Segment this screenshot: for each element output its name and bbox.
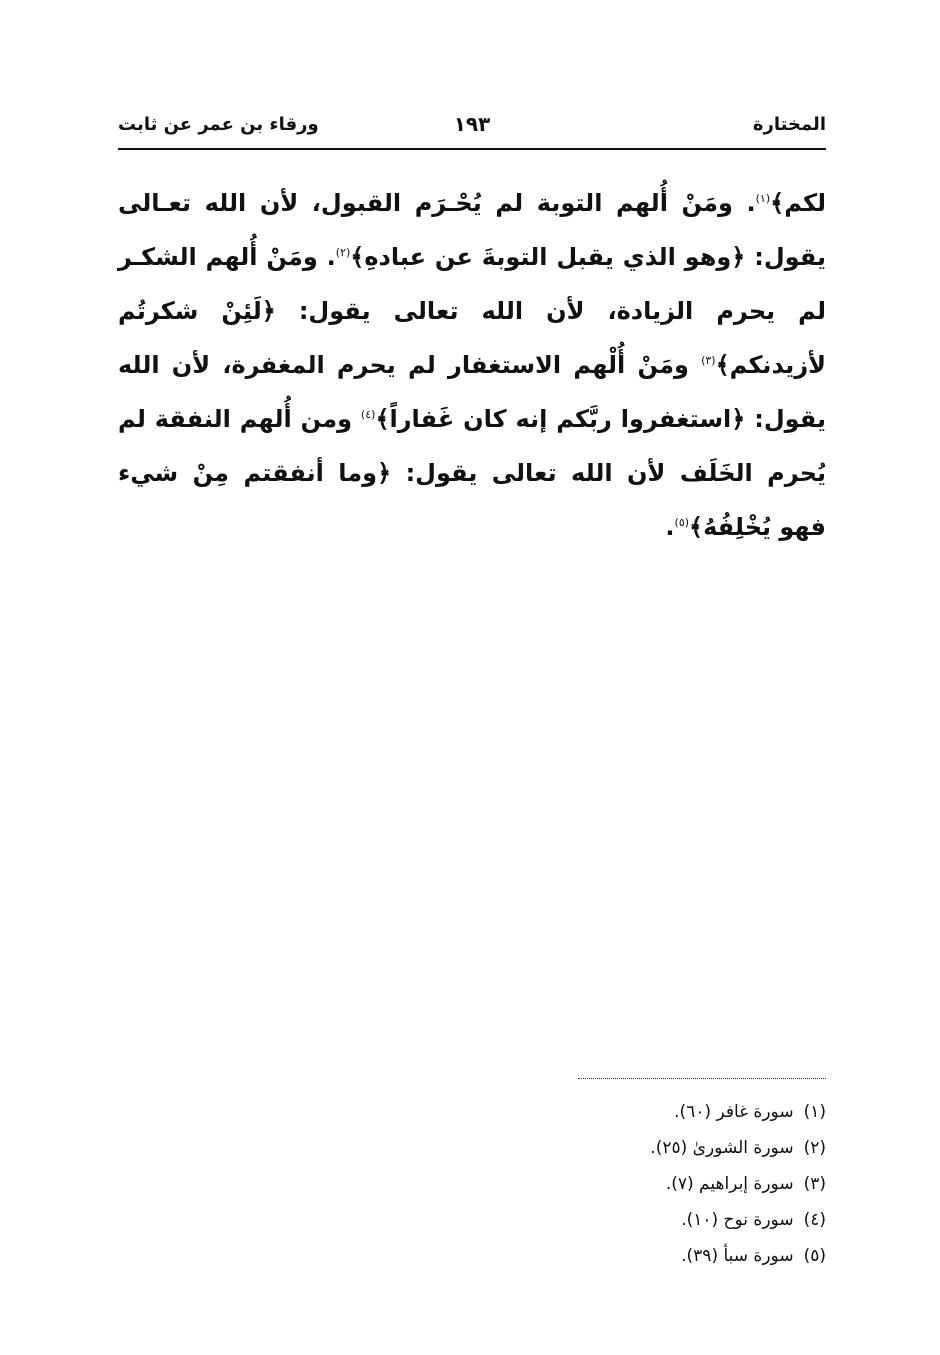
footnote-ref-4[interactable]: (٤) <box>360 408 376 421</box>
footnote-item <box>560 1166 826 1202</box>
footnote-ref-1[interactable]: (١) <box>755 192 771 205</box>
quran-quote: وما <box>338 459 378 487</box>
footnote-ref-3[interactable]: (٣) <box>701 354 716 367</box>
quran-ornament-close: ﴾ <box>770 189 785 217</box>
quran-quote: أنفقتم مِنْ شيء فهو يُخْلِفُهُ <box>118 459 826 541</box>
footnote-item <box>560 1130 826 1166</box>
text-segment: ومن أُلهم النفقة لم يُحرم الخَلَف لأن الله تعالى يقول: <box>118 405 826 487</box>
quran-ornament-open: ﴿ <box>731 405 746 433</box>
footnote-number: (١) <box>803 1102 826 1122</box>
footnote-number: (٣) <box>803 1174 826 1194</box>
footnote-item <box>560 1202 826 1238</box>
footnote-text: سورة الشورىٰ (٢٥). <box>650 1138 794 1158</box>
footnote-text: سورة نوح (١٠). <box>681 1210 794 1230</box>
footnote-number: (٤) <box>803 1210 826 1230</box>
footnote-text: سورة إبراهيم (٧). <box>665 1174 794 1194</box>
footnotes-list <box>560 1094 826 1274</box>
footnote-number: (٢) <box>803 1138 826 1158</box>
footnote-ref-5[interactable]: (٥) <box>674 516 690 529</box>
text-segment: لكم <box>784 189 826 217</box>
text-segment: . ومَنْ أُلهم التوبة لم يُحْـرَم القبول، لأن الله تعـالى يقول: <box>118 189 827 271</box>
quran-quote: لَئِنْ شكرتُم لأزيدنكم <box>118 297 827 379</box>
text-segment: . <box>665 513 675 541</box>
footnote-number: (٥) <box>803 1246 826 1266</box>
quran-ornament-close: ﴾ <box>715 351 730 379</box>
quran-ornament-open: ﴿ <box>377 459 392 487</box>
footnote-item <box>560 1238 826 1274</box>
page-header <box>118 108 826 152</box>
quran-ornament-close: ﴾ <box>375 405 390 433</box>
text-segment: ومَنْ أُلْهم <box>573 351 702 379</box>
text-segment: الاستغفار لم يحرم المغفرة، لأن الله يقول: <box>118 351 827 433</box>
text-segment: . ومَنْ أُلهم الشكـر لم يحرم <box>118 243 826 325</box>
page-number: ١٩٣ <box>453 112 491 136</box>
quran-ornament-open: ﴿ <box>731 243 746 271</box>
footnote-text: سورة سبأ (٣٩). <box>681 1246 794 1266</box>
section-title: ورقاء بن عمر عن ثابت <box>118 114 319 135</box>
quran-ornament-open: ﴿ <box>261 297 276 325</box>
footnote-text: سورة غافر (٦٠). <box>674 1102 794 1122</box>
quran-quote: غَفاراً <box>389 405 455 433</box>
quran-ornament-close: ﴾ <box>689 513 704 541</box>
footnote-item <box>560 1094 826 1130</box>
main-text <box>118 176 826 554</box>
quran-quote: وهو الذي يقبل التوبةَ عن عبادهِ <box>364 243 732 271</box>
footnote-divider <box>578 1078 826 1079</box>
header-divider <box>118 148 826 150</box>
quran-ornament-close: ﴾ <box>350 243 365 271</box>
book-title: المختارة <box>752 114 826 135</box>
footnote-ref-2[interactable]: (٢) <box>335 246 351 259</box>
quran-quote: استغفروا ربَّكم إنه كان <box>463 405 732 433</box>
text-segment: الزيادة، لأن الله تعالى يقول: <box>275 297 694 325</box>
